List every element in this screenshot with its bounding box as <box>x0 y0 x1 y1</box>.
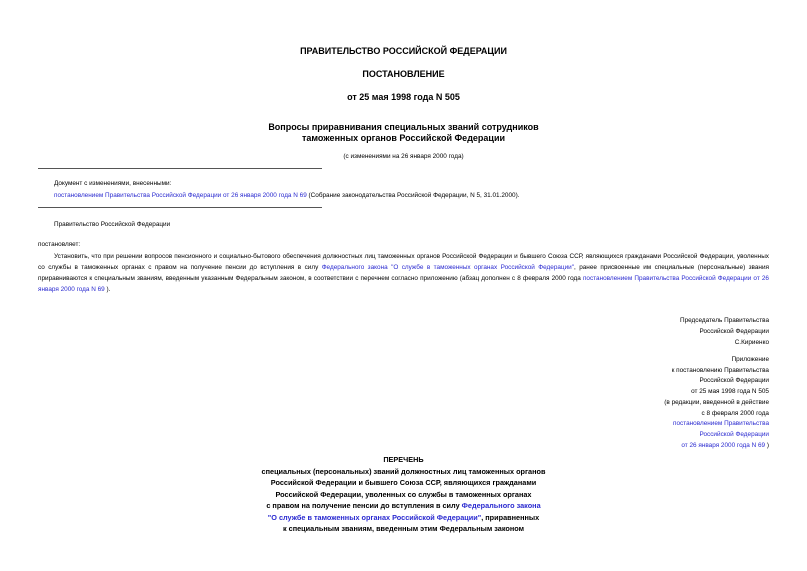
list-heading: ПЕРЕЧЕНЬ <box>383 455 424 464</box>
document-type: ПОСТАНОВЛЕНИЕ <box>362 69 445 79</box>
federal-law-title-link[interactable]: "О службе в таможенных органах Российской Федерации" <box>267 512 482 522</box>
amendment-link[interactable]: постановлением Правительства Российской Федерации от 26 января 2000 года N 69 <box>54 192 307 199</box>
appendix-link[interactable]: Российской Федерации <box>699 430 769 438</box>
appendix-line: от 25 мая 1998 года N 505 <box>691 388 769 396</box>
list-title-line <box>0 500 807 512</box>
divider-top <box>38 168 322 169</box>
document-date: от 25 мая 1998 года N 505 <box>347 92 460 102</box>
government-header: ПРАВИТЕЛЬСТВО РОССИЙСКОЙ ФЕДЕРАЦИИ <box>300 46 507 56</box>
document-title-line-1: Вопросы приравнивания специальных званий сотрудников <box>268 122 539 132</box>
appendix-line: (в редакции, введенной в действие <box>664 398 769 406</box>
main-paragraph <box>38 251 769 295</box>
amendment-source: (Собрание законодательства Российской Федерации, N 5, 31.01.2000). <box>306 192 520 199</box>
appendix-line: с 8 февраля 2000 года <box>701 409 769 417</box>
appendix-label: Приложение <box>731 356 769 363</box>
paragraph-text-3: ). <box>104 286 111 293</box>
list-title-text: , приравненных <box>481 512 540 522</box>
changes-reference <box>54 192 519 199</box>
appendix-line-last <box>664 441 769 452</box>
appendix-line: к постановлению Правительства <box>671 366 769 374</box>
appendix-line: Российской Федерации <box>699 377 769 385</box>
appendix-close: ) <box>765 441 769 449</box>
list-title-line <box>0 512 807 524</box>
list-title-line: специальных (персональных) званий должностных лиц таможенных органов <box>261 466 546 476</box>
paragraph-text-2: , ранее присвоенные им специальные (персональные) звания приравниваются к специальным званиям, введенным указанным Федеральным законом, в соответствии с перечнем согласно приложению (абзац дополнен с 8 февраля 2000 года <box>38 264 769 282</box>
list-title-line: Российской Федерации, уволенных со службы в таможенных органах <box>275 489 532 499</box>
divider-bottom <box>38 207 322 208</box>
list-title-block <box>0 454 807 535</box>
list-title-line: Российской Федерации и бывшего Союза ССР, являющихся гражданами <box>270 478 537 487</box>
issuer: Правительство Российской Федерации <box>54 221 171 228</box>
federal-law-link[interactable]: Федерального закона <box>461 501 541 510</box>
document-title-line-2: таможенных органов Российской Федерации <box>301 133 506 143</box>
changes-note: (с изменениями на 26 января 2000 года) <box>343 153 464 160</box>
paragraph-text-1: Установить, что при решении вопросов пенсионного и социально-бытового обеспечения должностных лиц таможенных органов Российской Федерации и бывшего Союза ССР, являющихся гражданами Российской Федерации, уволенных со службы в таможенных органах с правом на получение пенсии до вступления в силу <box>38 253 769 271</box>
signature-position: Председатель Правительства <box>680 317 769 324</box>
decrees-word: постановляет: <box>38 241 81 248</box>
federal-law-link[interactable]: Федерального закона "О службе в таможенных органах Российской Федерации" <box>321 264 574 271</box>
signature-name: С.Кириенко <box>734 339 769 346</box>
list-title-line: к специальным званиям, введенным этим Федеральным законом <box>282 524 525 533</box>
appendix-link[interactable]: от 26 января 2000 года N 69 <box>681 441 766 449</box>
list-title-text: с правом на получение пенсии до вступления в силу <box>266 501 462 510</box>
decree-link[interactable]: постановлением Правительства Российской Федерации от 26 января 2000 года N 69 <box>38 275 769 293</box>
changes-intro: Документ с изменениями, внесенными: <box>54 180 172 187</box>
appendix-link[interactable]: постановлением Правительства <box>673 420 769 428</box>
signature-block <box>680 315 769 348</box>
signature-country: Российской Федерации <box>699 328 769 335</box>
appendix-block <box>664 355 769 451</box>
